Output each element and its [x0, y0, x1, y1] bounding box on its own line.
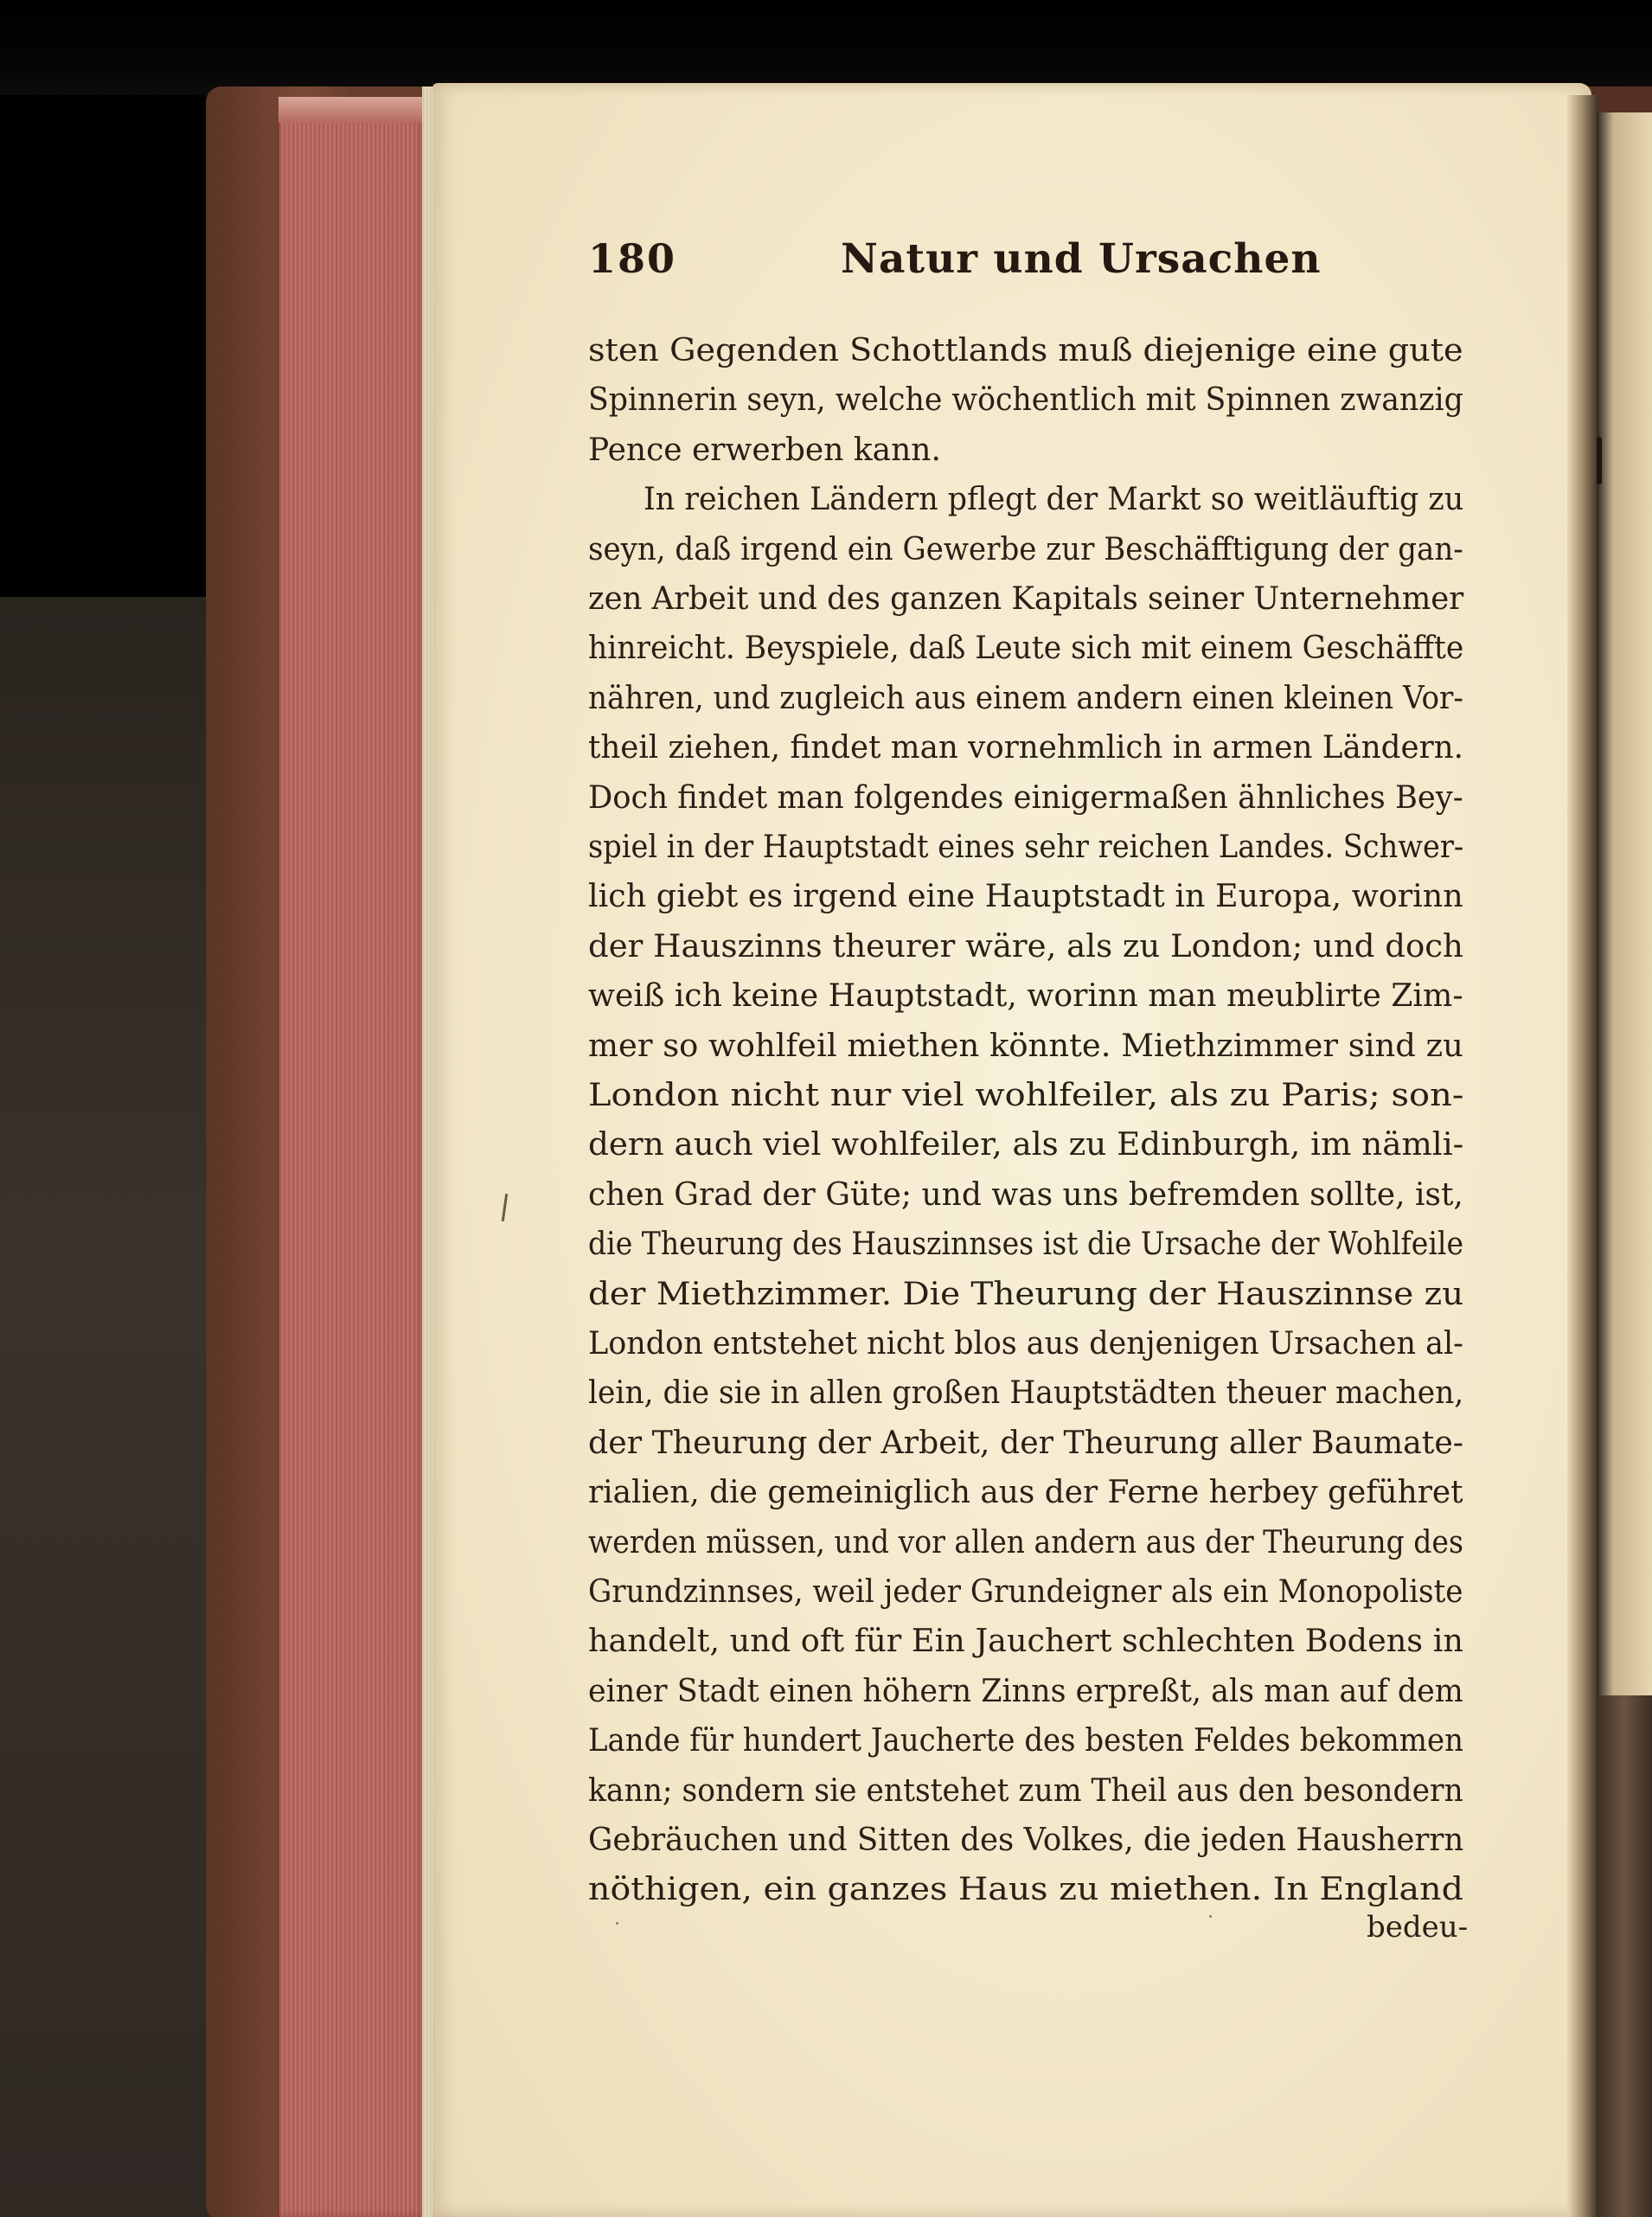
text-line: Doch findet man folgendes einigermaßen ähnliches Bey- — [588, 779, 1463, 816]
text-line: nähren, und zugleich aus einem andern einen kleinen Vor- — [588, 680, 1463, 716]
text-line: seyn, daß irgend ein Gewerbe zur Beschäfftigung der gan- — [588, 531, 1463, 567]
text-line: einer Stadt einen höhern Zinns erpreßt, als man auf dem — [588, 1673, 1463, 1709]
text-line: Gebräuchen und Sitten des Volkes, die jeden Hausherrn — [588, 1823, 1464, 1858]
facing-page-shadow — [1597, 1695, 1652, 2217]
running-head: Natur und Ursachen — [841, 235, 1322, 283]
gutter-mark — [1597, 437, 1602, 484]
text-line: London nicht nur viel wohlfeiler, als zu Paris; son- — [588, 1078, 1464, 1113]
text-line: In reichen Ländern pflegt der Markt so weitläuftig zu — [644, 482, 1464, 518]
text-line: dern auch viel wohlfeiler, als zu Edinburgh, im nämli- — [588, 1127, 1464, 1163]
text-line: der Miethzimmer. Die Theurung der Hauszinnse zu — [588, 1276, 1464, 1312]
page-header — [588, 235, 1462, 296]
text-line: mer so wohlfeil miethen könnte. Miethzimmer sind zu — [588, 1028, 1463, 1064]
text-line: werden müssen, und vor allen andern aus der Theurung des — [588, 1524, 1463, 1560]
dark-background-top — [0, 0, 1652, 95]
text-line: nöthigen, ein ganzes Haus zu miethen. In England — [588, 1872, 1463, 1908]
catchword: bedeu- — [1367, 1910, 1469, 1945]
text-line: die Theurung des Hauszinnses ist die Ursache der Wohlfeile — [588, 1227, 1464, 1263]
text-line: hinreicht. Beyspiele, daß Leute sich mit einem Geschäffte — [588, 631, 1464, 667]
text-line: kann; sondern sie entstehet zum Theil aus den besondern — [588, 1772, 1463, 1809]
text-line: Lande für hundert Jaucherte des besten Feldes bekommen — [588, 1723, 1463, 1759]
text-line: zen Arbeit und des ganzen Kapitals seiner Unternehmer — [588, 581, 1464, 617]
text-line: chen Grad der Güte; und was uns befremden sollte, ist, — [588, 1176, 1463, 1213]
text-line: Pence erwerben kann. — [588, 432, 941, 468]
text-line: sten Gegenden Schottlands muß diejenige eine gute — [588, 333, 1463, 368]
text-line: London entstehet nicht blos aus denjenigen Ursachen al- — [588, 1326, 1463, 1362]
text-line: der Hauszinns theurer wäre, als zu London; und doch — [588, 928, 1463, 964]
page-edges-top — [279, 97, 426, 123]
text-line: handelt, und oft für Ein Jauchert schlechten Bodens in — [588, 1624, 1463, 1660]
text-line: weiß ich keine Hauptstadt, worinn man meublirte Zim- — [588, 978, 1463, 1015]
paper-speck — [1209, 1915, 1212, 1918]
text-line: der Theurung der Arbeit, der Theurung aller Baumate- — [588, 1425, 1464, 1461]
dark-background-left — [0, 597, 212, 2217]
text-line: lich giebt es irgend eine Hauptstadt in Europa, worinn — [588, 879, 1463, 915]
text-line: Spinnerin seyn, welche wöchentlich mit Spinnen zwanzig — [588, 382, 1463, 419]
page-edges-red — [277, 102, 428, 2217]
text-line: spiel in der Hauptstadt eines sehr reichen Landes. Schwer- — [588, 830, 1464, 865]
book-gutter — [1567, 95, 1598, 2217]
text-line: theil ziehen, findet man vornehmlich in armen Ländern. — [588, 730, 1463, 766]
text-line: lein, die sie in allen großen Hauptstädten theuer machen, — [588, 1375, 1464, 1412]
paper-speck — [616, 1922, 618, 1925]
page-number: 180 — [588, 235, 677, 282]
text-line: Grundzinnses, weil jeder Grundeigner als ein Monopoliste — [588, 1574, 1463, 1610]
text-line: rialien, die gemeiniglich aus der Ferne herbey geführet — [588, 1475, 1463, 1511]
